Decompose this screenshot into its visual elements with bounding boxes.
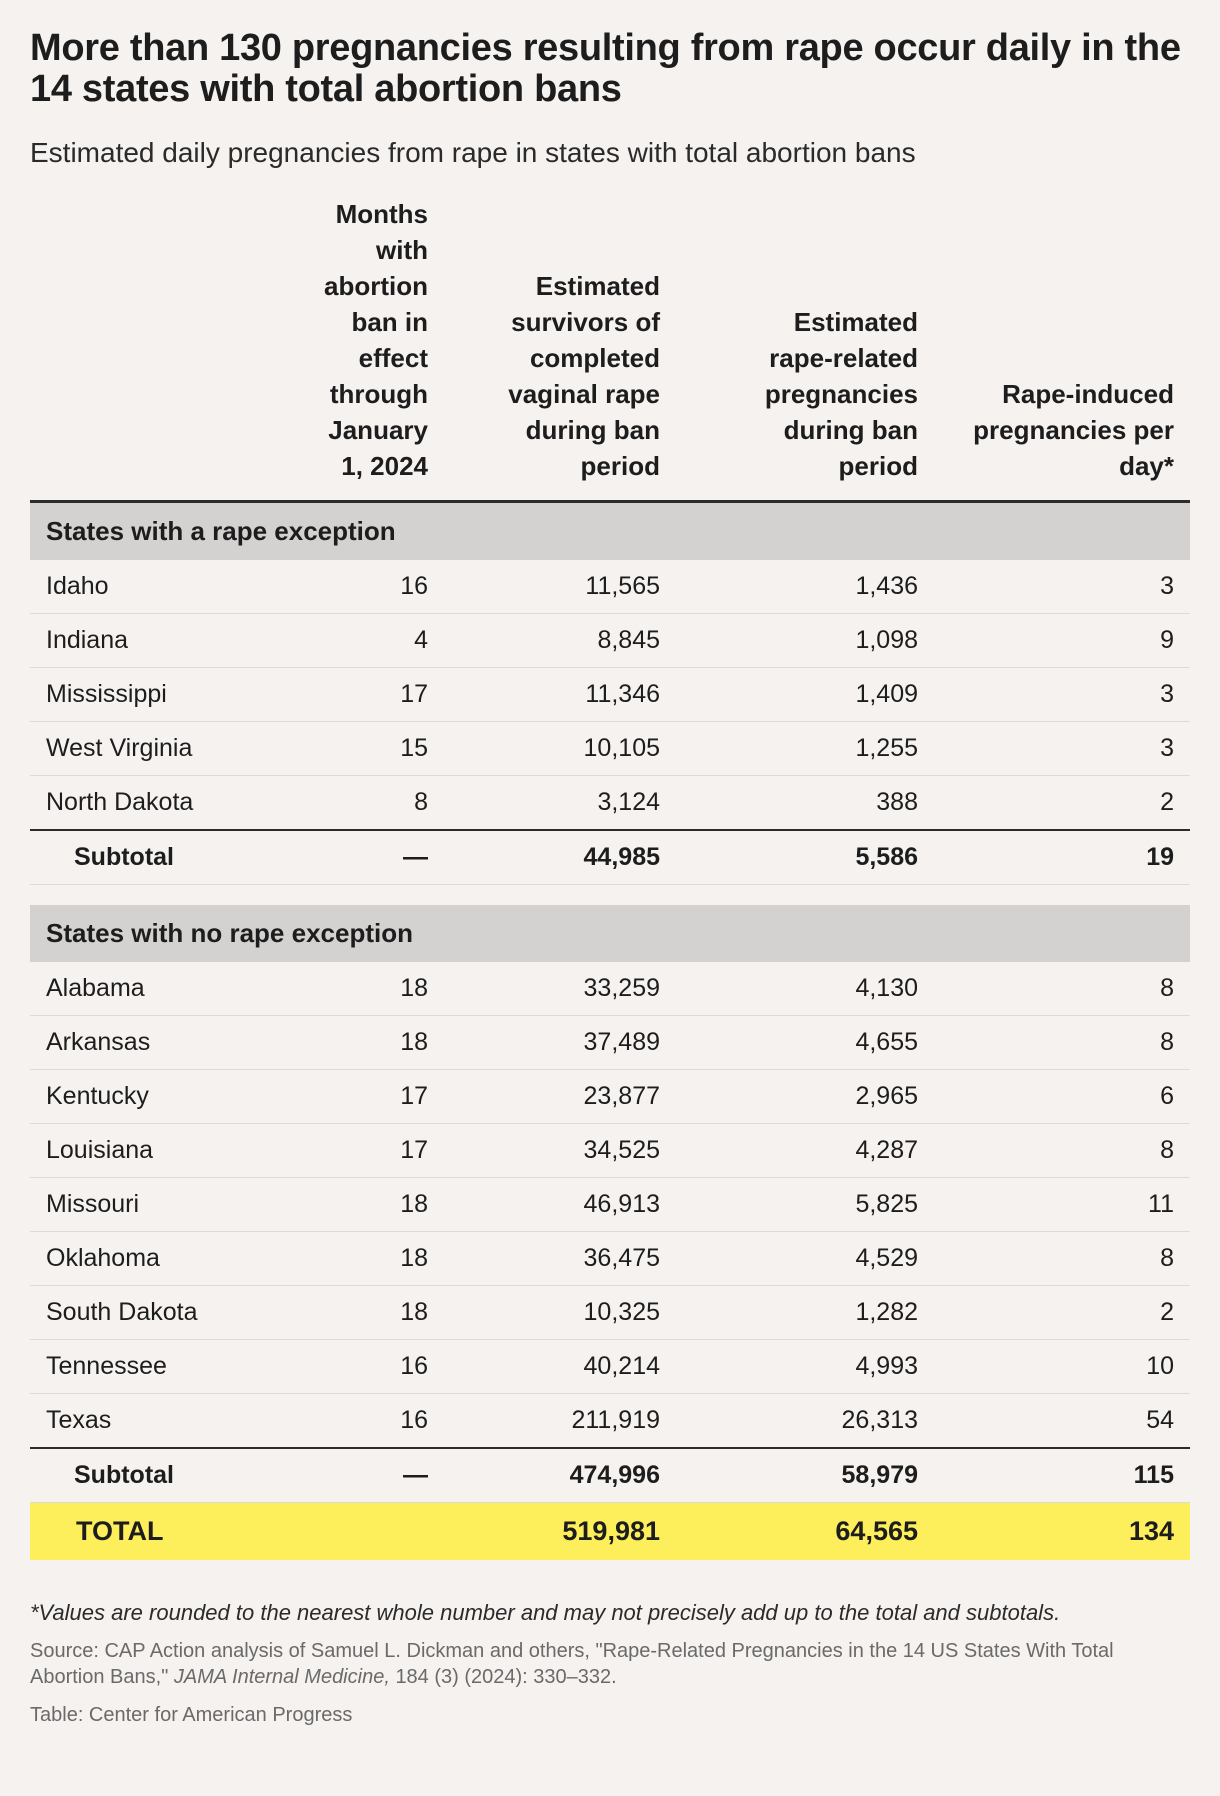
total-months-cell xyxy=(220,1503,428,1561)
source-suffix: 184 (3) (2024): 330–332. xyxy=(395,1666,617,1688)
survivors-cell: 11,565 xyxy=(428,560,660,614)
column-header-months: Months with abortion ban in effect through January 1, 2024 xyxy=(324,199,428,481)
subtotal-pregnancies-cell: 5,586 xyxy=(660,830,918,885)
state-name-cell: Texas xyxy=(30,1394,220,1449)
pregnancies-cell: 4,130 xyxy=(660,962,918,1016)
state-name-cell: Idaho xyxy=(30,560,220,614)
pregnancies-cell: 26,313 xyxy=(660,1394,918,1449)
table-row xyxy=(30,560,1190,614)
state-name-cell: Missouri xyxy=(30,1178,220,1232)
page-title: More than 130 pregnancies resulting from rape occur daily in the 14 states with total abortion bans xyxy=(30,27,1181,110)
pregnancies-cell: 2,965 xyxy=(660,1070,918,1124)
table-row xyxy=(30,1232,1190,1286)
months-cell: 17 xyxy=(220,668,428,722)
per-day-cell: 6 xyxy=(918,1070,1190,1124)
per-day-cell: 3 xyxy=(918,722,1190,776)
section-spacer xyxy=(30,885,1190,906)
state-name-cell: Arkansas xyxy=(30,1016,220,1070)
subtotal-row xyxy=(30,1448,1190,1503)
table-credit: Table: Center for American Progress xyxy=(30,1704,353,1726)
pregnancies-cell: 1,409 xyxy=(660,668,918,722)
pregnancies-cell: 1,436 xyxy=(660,560,918,614)
state-name-cell: Kentucky xyxy=(30,1070,220,1124)
months-cell: 17 xyxy=(220,1124,428,1178)
months-cell: 17 xyxy=(220,1070,428,1124)
pregnancies-cell: 5,825 xyxy=(660,1178,918,1232)
survivors-cell: 8,845 xyxy=(428,614,660,668)
total-row xyxy=(30,1503,1190,1561)
survivors-cell: 33,259 xyxy=(428,962,660,1016)
table-row xyxy=(30,1340,1190,1394)
subtotal-survivors-cell: 474,996 xyxy=(428,1448,660,1503)
column-header-pregnancies: Estimated rape-related pregnancies during ban period xyxy=(764,307,918,481)
subtotal-row xyxy=(30,830,1190,885)
data-table xyxy=(30,196,1190,1560)
section-header-row xyxy=(30,905,1190,962)
months-cell: 4 xyxy=(220,614,428,668)
months-cell: 18 xyxy=(220,962,428,1016)
section-header-label: States with a rape exception xyxy=(30,502,1190,561)
table-row xyxy=(30,614,1190,668)
source-note xyxy=(30,1638,1190,1690)
survivors-cell: 23,877 xyxy=(428,1070,660,1124)
survivors-cell: 34,525 xyxy=(428,1124,660,1178)
survivors-cell: 36,475 xyxy=(428,1232,660,1286)
per-day-cell: 3 xyxy=(918,560,1190,614)
per-day-cell: 9 xyxy=(918,614,1190,668)
column-header-state xyxy=(30,196,220,502)
page-subtitle: Estimated daily pregnancies from rape in states with total abortion bans xyxy=(30,137,916,168)
per-day-cell: 2 xyxy=(918,776,1190,831)
per-day-cell: 54 xyxy=(918,1394,1190,1449)
total-survivors-cell: 519,981 xyxy=(428,1503,660,1561)
months-cell: 15 xyxy=(220,722,428,776)
subtotal-per-day-cell: 19 xyxy=(918,830,1190,885)
per-day-cell: 8 xyxy=(918,1016,1190,1070)
pregnancies-cell: 4,287 xyxy=(660,1124,918,1178)
state-name-cell: North Dakota xyxy=(30,776,220,831)
pregnancies-cell: 388 xyxy=(660,776,918,831)
source-prefix: Source: CAP Action analysis of Samuel L. Dickman and others, "Rape-Related Pregnancies in the 14 US States With Total Abortion Bans," xyxy=(30,1640,1114,1688)
survivors-cell: 37,489 xyxy=(428,1016,660,1070)
months-cell: 18 xyxy=(220,1016,428,1070)
state-name-cell: Mississippi xyxy=(30,668,220,722)
survivors-cell: 3,124 xyxy=(428,776,660,831)
subtotal-months-cell: — xyxy=(220,830,428,885)
per-day-cell: 8 xyxy=(918,1124,1190,1178)
section-header-label: States with no rape exception xyxy=(30,905,1190,962)
total-label: TOTAL xyxy=(30,1503,220,1561)
survivors-cell: 40,214 xyxy=(428,1340,660,1394)
survivors-cell: 46,913 xyxy=(428,1178,660,1232)
state-name-cell: Oklahoma xyxy=(30,1232,220,1286)
per-day-cell: 10 xyxy=(918,1340,1190,1394)
months-cell: 16 xyxy=(220,1394,428,1449)
state-name-cell: Indiana xyxy=(30,614,220,668)
per-day-cell: 8 xyxy=(918,1232,1190,1286)
per-day-cell: 3 xyxy=(918,668,1190,722)
months-cell: 18 xyxy=(220,1232,428,1286)
per-day-cell: 11 xyxy=(918,1178,1190,1232)
subtotal-pregnancies-cell: 58,979 xyxy=(660,1448,918,1503)
per-day-cell: 8 xyxy=(918,962,1190,1016)
subtotal-months-cell: — xyxy=(220,1448,428,1503)
subtotal-label: Subtotal xyxy=(30,830,220,885)
table-row xyxy=(30,1286,1190,1340)
total-per-day-cell: 134 xyxy=(918,1503,1190,1561)
state-name-cell: South Dakota xyxy=(30,1286,220,1340)
column-header-per-day: Rape-induced pregnancies per day* xyxy=(973,379,1174,481)
state-name-cell: Louisiana xyxy=(30,1124,220,1178)
survivors-cell: 211,919 xyxy=(428,1394,660,1449)
state-name-cell: Tennessee xyxy=(30,1340,220,1394)
table-row xyxy=(30,1178,1190,1232)
section-header-row xyxy=(30,502,1190,561)
survivors-cell: 10,325 xyxy=(428,1286,660,1340)
footnote: *Values are rounded to the nearest whole number and may not precisely add up to the total and subtotals. xyxy=(30,1600,1061,1625)
months-cell: 16 xyxy=(220,1340,428,1394)
pregnancies-cell: 1,098 xyxy=(660,614,918,668)
pregnancies-cell: 4,529 xyxy=(660,1232,918,1286)
months-cell: 16 xyxy=(220,560,428,614)
subtotal-survivors-cell: 44,985 xyxy=(428,830,660,885)
column-header-survivors: Estimated survivors of completed vaginal rape during ban period xyxy=(508,271,660,481)
subtotal-per-day-cell: 115 xyxy=(918,1448,1190,1503)
pregnancies-cell: 4,993 xyxy=(660,1340,918,1394)
subtotal-label: Subtotal xyxy=(30,1448,220,1503)
per-day-cell: 2 xyxy=(918,1286,1190,1340)
table-row xyxy=(30,962,1190,1016)
state-name-cell: Alabama xyxy=(30,962,220,1016)
months-cell: 8 xyxy=(220,776,428,831)
table-row xyxy=(30,776,1190,831)
source-journal: JAMA Internal Medicine, xyxy=(173,1666,390,1688)
table-row xyxy=(30,668,1190,722)
table-header-row xyxy=(30,196,1190,502)
table-row xyxy=(30,722,1190,776)
survivors-cell: 10,105 xyxy=(428,722,660,776)
table-row xyxy=(30,1070,1190,1124)
table-row xyxy=(30,1124,1190,1178)
total-pregnancies-cell: 64,565 xyxy=(660,1503,918,1561)
months-cell: 18 xyxy=(220,1178,428,1232)
months-cell: 18 xyxy=(220,1286,428,1340)
state-name-cell: West Virginia xyxy=(30,722,220,776)
pregnancies-cell: 1,282 xyxy=(660,1286,918,1340)
pregnancies-cell: 4,655 xyxy=(660,1016,918,1070)
survivors-cell: 11,346 xyxy=(428,668,660,722)
table-row xyxy=(30,1394,1190,1449)
table-row xyxy=(30,1016,1190,1070)
pregnancies-cell: 1,255 xyxy=(660,722,918,776)
